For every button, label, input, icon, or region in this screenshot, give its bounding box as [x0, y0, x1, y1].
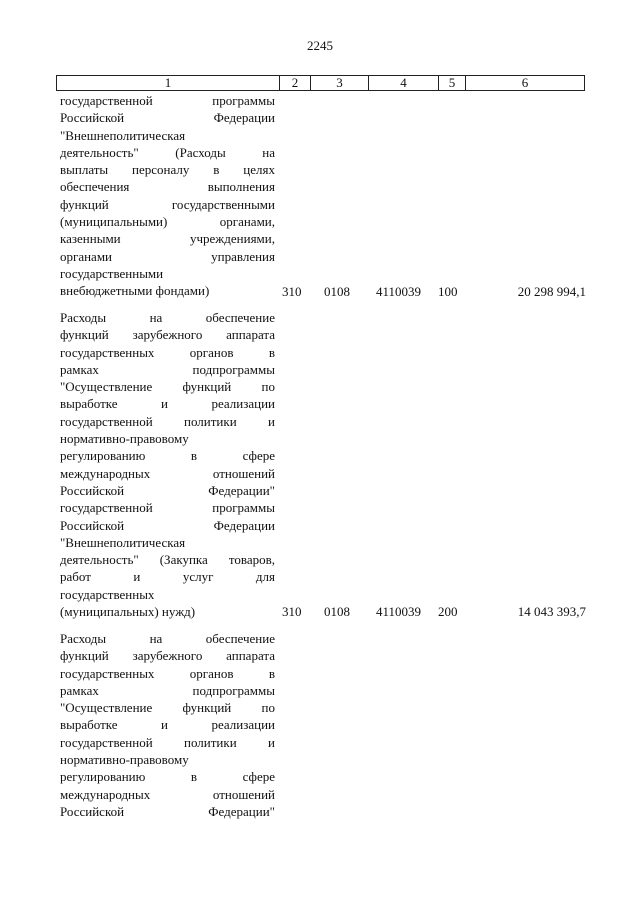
table-header: [56, 75, 585, 91]
cell-col-2: 310: [282, 283, 302, 299]
desc-line: государственной политики и: [60, 734, 275, 750]
desc-line: "Внешнеполитическая: [60, 127, 186, 143]
header-col-4: 4: [368, 76, 438, 90]
desc-line: функций зарубежного аппарата: [60, 327, 275, 343]
cell-col-5: 100: [438, 283, 458, 299]
header-col-1: 1: [164, 75, 172, 90]
desc-line: выработке и реализации: [60, 396, 275, 412]
desc-line: внебюджетными фондами): [60, 283, 210, 299]
row-description: [60, 309, 275, 620]
header-col-2: 2: [279, 76, 310, 90]
desc-line: нормативно-правовому: [60, 431, 189, 447]
table-row: [60, 92, 586, 300]
desc-line: нормативно-правовому: [60, 752, 189, 768]
desc-line: регулированию в сфере: [60, 448, 275, 464]
desc-line: государственных: [60, 586, 155, 602]
desc-line: государственной программы: [60, 93, 275, 108]
desc-line: функций государственными: [60, 196, 275, 212]
row-description: [60, 630, 275, 820]
desc-line: рамках подпрограммы: [60, 682, 275, 698]
desc-line: деятельность" (Закупка товаров,: [60, 552, 275, 568]
desc-line: рамках подпрограммы: [60, 361, 275, 377]
header-col-6: 6: [465, 76, 584, 90]
row-description: [60, 92, 275, 300]
desc-line: Расходы на обеспечение: [60, 310, 275, 325]
desc-line: Российской Федерации: [60, 517, 275, 533]
desc-line: Российской Федерации": [60, 803, 275, 819]
cell-col-6: 14 043 393,7: [517, 604, 586, 620]
desc-line: международных отношений: [60, 465, 275, 481]
desc-line: Российской Федерации": [60, 482, 275, 498]
desc-line: "Внешнеполитическая: [60, 534, 186, 550]
desc-line: Расходы на обеспечение: [60, 631, 275, 646]
desc-line: органами управления: [60, 248, 275, 264]
desc-line: выплаты персоналу в целях: [60, 162, 275, 178]
desc-line: государственными: [60, 265, 164, 281]
desc-line: работ и услуг для: [60, 569, 275, 585]
desc-line: регулированию в сфере: [60, 769, 275, 785]
cell-col-5: 200: [438, 604, 458, 620]
desc-line: функций зарубежного аппарата: [60, 648, 275, 664]
page-number: 2245: [307, 38, 333, 53]
desc-line: обеспечения выполнения: [60, 179, 275, 195]
cell-col-4: 4110039: [376, 604, 422, 620]
row-values: [60, 603, 586, 620]
cell-col-3: 0108: [324, 283, 350, 299]
desc-line: международных отношений: [60, 786, 275, 802]
cell-col-4: 4110039: [376, 283, 422, 299]
desc-line: деятельность" (Расходы на: [60, 144, 275, 160]
desc-line: выработке и реализации: [60, 717, 275, 733]
cell-col-3: 0108: [324, 604, 350, 620]
header-col-5: 5: [438, 76, 465, 90]
desc-line: (муниципальных) нужд): [60, 604, 196, 620]
desc-line: (муниципальными) органами,: [60, 214, 275, 230]
cell-col-2: 310: [282, 604, 302, 620]
desc-line: "Осуществление функций по: [60, 379, 275, 395]
cell-col-6: 20 298 994,1: [517, 283, 586, 299]
desc-line: государственных органов в: [60, 344, 275, 360]
desc-line: государственных органов в: [60, 665, 275, 681]
desc-line: казенными учреждениями,: [60, 231, 275, 247]
desc-line: "Осуществление функций по: [60, 700, 275, 716]
desc-line: Российской Федерации: [60, 110, 275, 126]
desc-line: государственной политики и: [60, 413, 275, 429]
header-col-3: 3: [310, 76, 368, 90]
row-values: [60, 283, 586, 300]
table-row: [60, 309, 586, 620]
desc-line: государственной программы: [60, 500, 275, 516]
table-row: [60, 630, 586, 820]
